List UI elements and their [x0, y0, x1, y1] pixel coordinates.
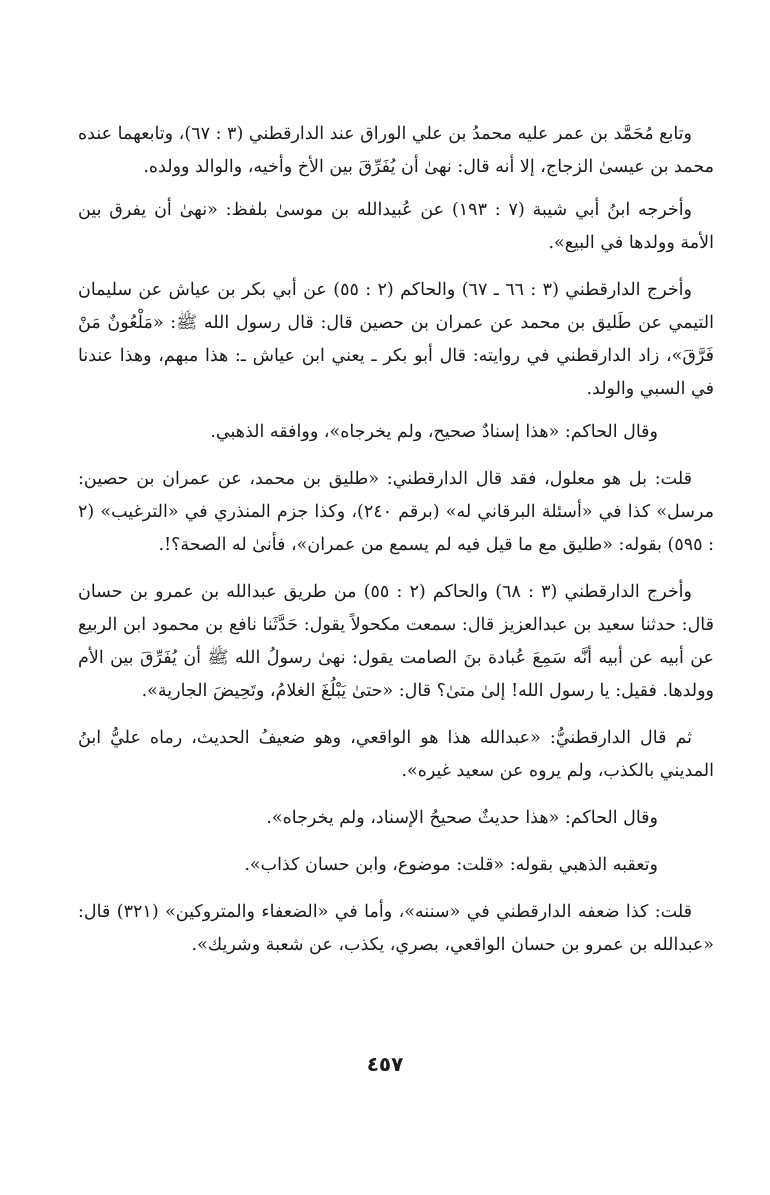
paragraph-8: وقال الحاكم: «هذا حديثٌ صحيحُ الإسناد، ولم يخرجاه». — [266, 808, 658, 828]
paragraph-6: وأخرج الدارقطني (٣ : ٦٨) والحاكم (٢ : ٥٥) من طريق عبدالله بن عمرو بن حسان قال: حدثنا سعيد بن عبدالعزيز قال: سمعت مكحولاً يقول: حَدَّثَنا نافع بن محمود ابن الربيع عن أبيه عن أبيه أنَّه سَمِعَ عُبادة بنَ الصامت يقول: نهىٰ رسولُ الله ﷺ أن يُفَرِّقَ بين الأم وولدها. فقيل: يا رسول الله! إلىٰ متىٰ؟ قال: «حتىٰ يَبْلُغَ الغلامُ، وتَحِيضَ الجارية». — [78, 582, 714, 701]
paragraph-2: وأخرجه ابنُ أبي شيبة (٧ : ١٩٣) عن عُبيدالله بن موسىٰ بلفظ: «نهىٰ أن يفرق بين الأمة وولدها في البيع». — [78, 200, 714, 253]
paragraph-9: وتعقبه الذهبي بقوله: «قلت: موضوع، وابن حسان كذاب». — [244, 855, 658, 875]
paragraph-7: ثم قال الدارقطنيُّ: «عبدالله هذا هو الواقعي، وهو ضعيفُ الحديث، رماه عليُّ ابنُ المديني بالكذب، ولم يروه عن سعيد غيره». — [78, 728, 714, 781]
paragraph-4: وقال الحاكم: «هذا إسنادٌ صحيح، ولم يخرجاه»، ووافقه الذهبي. — [210, 422, 658, 442]
paragraph-5: قلت: بل هو معلول، فقد قال الدارقطني: «طليق بن محمد، عن عمران بن حصين: مرسل» كذا في «أسئلة البرقاني له» (برقم ٢٤٠)، وكذا جزم المنذري في «الترغيب» (٢ : ٥٩٥) بقوله: «طليق مع ما قيل فيه لم يسمع من عمران»، فأنىٰ له الصحة؟!. — [78, 469, 715, 555]
page-body — [78, 118, 714, 972]
paragraph-10: قلت: كذا ضعفه الدارقطني في «سننه»، وأما في «الضعفاء والمتروكين» (٣٢١) قال: «عبدالله بن عمرو بن حسان الواقعي، بصري، يكذب، عن شعبة وشريك». — [78, 902, 714, 955]
paragraph-3: وأخرج الدارقطني (٣ : ٦٦ ـ ٦٧) والحاكم (٢ : ٥٥) عن أبي بكر بن عياش عن سليمان التيمي عن طَليق بن محمد عن عمران بن حصين قال: قال رسول الله ﷺ: «مَلْعُونٌ مَنْ فَرَّقَ»، زاد الدارقطني في روايته: قال أبو بكر ـ يعني ابن عياش ـ: هذا مبهم، وهذا عندنا في السبي والولد. — [78, 280, 714, 399]
paragraph-1: وتابع مُحَمَّد بن عمر عليه محمدُ بن علي الوراق عند الدارقطني (٣ : ٦٧)، وتابعهما عنده محمد بن عيسىٰ الزجاج، إلا أنه قال: نهىٰ أن يُفَرِّقَ بين الأخ وأخيه، والوالد وولده. — [78, 124, 714, 177]
page-number: ٤٥٧ — [366, 1052, 404, 1076]
